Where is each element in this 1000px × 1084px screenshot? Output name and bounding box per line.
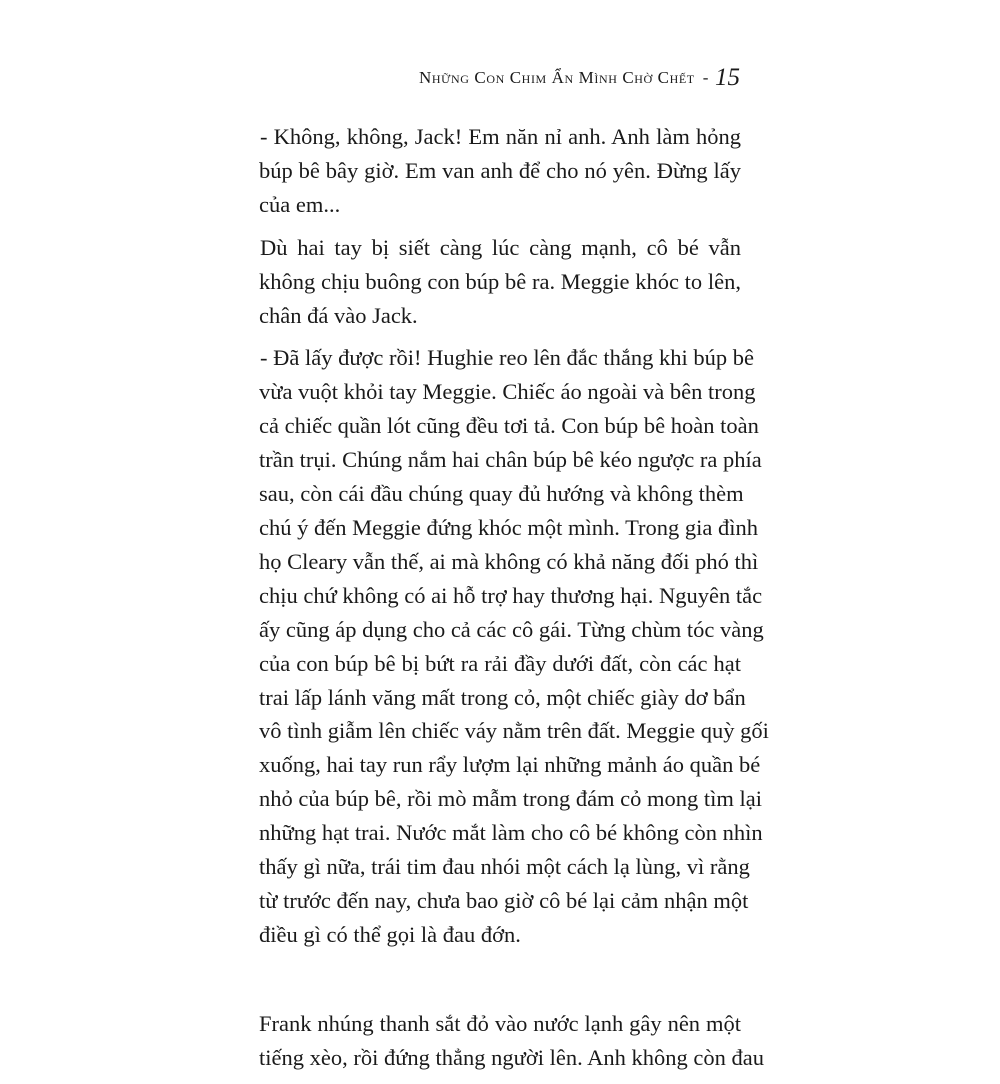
paragraph-2 bbox=[259, 231, 741, 333]
running-header bbox=[400, 62, 740, 90]
paragraph-1 bbox=[259, 120, 741, 222]
text-line: của em... bbox=[259, 191, 341, 217]
text-line: vừa vuột khỏi tay Meggie. Chiếc áo ngoài và bên trong bbox=[259, 379, 756, 405]
text-line: Dù hai tay bị siết càng lúc càng mạnh, cô bé vẫn bbox=[260, 234, 741, 260]
text-line: búp bê bây giờ. Em van anh để cho nó yên. Đừng lấy bbox=[259, 157, 741, 183]
text-line: nhỏ của búp bê, rồi mò mẫm trong đám cỏ mong tìm lại bbox=[259, 786, 763, 812]
text-line: trần trụi. Chúng nắm hai chân búp bê kéo ngược ra phía bbox=[259, 447, 762, 473]
text-line: ấy cũng áp dụng cho cả các cô gái. Từng chùm tóc vàng bbox=[259, 616, 764, 642]
text-line: tiếng xèo, rồi đứng thẳng người lên. Anh không còn đau bbox=[259, 1044, 764, 1070]
book-title: Những Con Chim Ẩn Mình Chờ Chết bbox=[418, 68, 695, 87]
text-line: sau, còn cái đầu chúng quay đủ hướng và không thèm bbox=[259, 481, 744, 507]
text-line: xuống, hai tay run rẩy lượm lại những mảnh áo quần bé bbox=[259, 752, 761, 778]
text-line: thấy gì nữa, trái tim đau nhói một cách lạ lùng, vì rằng bbox=[259, 854, 750, 880]
text-line: chịu chứ không có ai hỗ trợ hay thương hại. Nguyên tắc bbox=[259, 582, 763, 608]
text-line: điều gì có thể gọi là đau đớn. bbox=[259, 921, 521, 947]
header-separator: - bbox=[702, 68, 709, 87]
text-line: những hạt trai. Nước mắt làm cho cô bé không còn nhìn bbox=[259, 820, 763, 846]
text-line: Frank nhúng thanh sắt đỏ vào nước lạnh gây nên một bbox=[259, 1010, 741, 1036]
text-line: trai lấp lánh văng mất trong cỏ, một chiếc giày dơ bẩn bbox=[259, 684, 746, 710]
text-line: - Đã lấy được rồi! Hughie reo lên đắc thắng khi búp bê bbox=[260, 345, 754, 371]
text-line: họ Cleary vẫn thế, ai mà không có khả năng đối phó thì bbox=[259, 548, 759, 574]
text-line: vô tình giẫm lên chiếc váy nằm trên đất. Meggie quỳ gối bbox=[259, 718, 769, 744]
paragraph-after-break bbox=[259, 1007, 764, 1075]
text-line: không chịu buông con búp bê ra. Meggie khóc to lên, bbox=[259, 268, 741, 294]
text-line: chú ý đến Meggie đứng khóc một mình. Trong gia đình bbox=[259, 514, 759, 540]
text-line: chân đá vào Jack. bbox=[259, 302, 418, 328]
text-line: từ trước đến nay, chưa bao giờ cô bé lại cảm nhận một bbox=[259, 887, 749, 913]
text-line: - Không, không, Jack! Em năn nỉ anh. Anh làm hỏng bbox=[260, 124, 741, 149]
body-text bbox=[259, 120, 769, 1084]
text-line: của con búp bê bị bứt ra rải đầy dưới đất, còn các hạt bbox=[259, 650, 741, 676]
text-line: cả chiếc quần lót cũng đều tơi tả. Con búp bê hoàn toàn bbox=[259, 413, 759, 439]
paragraph-3 bbox=[259, 341, 769, 951]
page-number: 15 bbox=[715, 64, 740, 91]
